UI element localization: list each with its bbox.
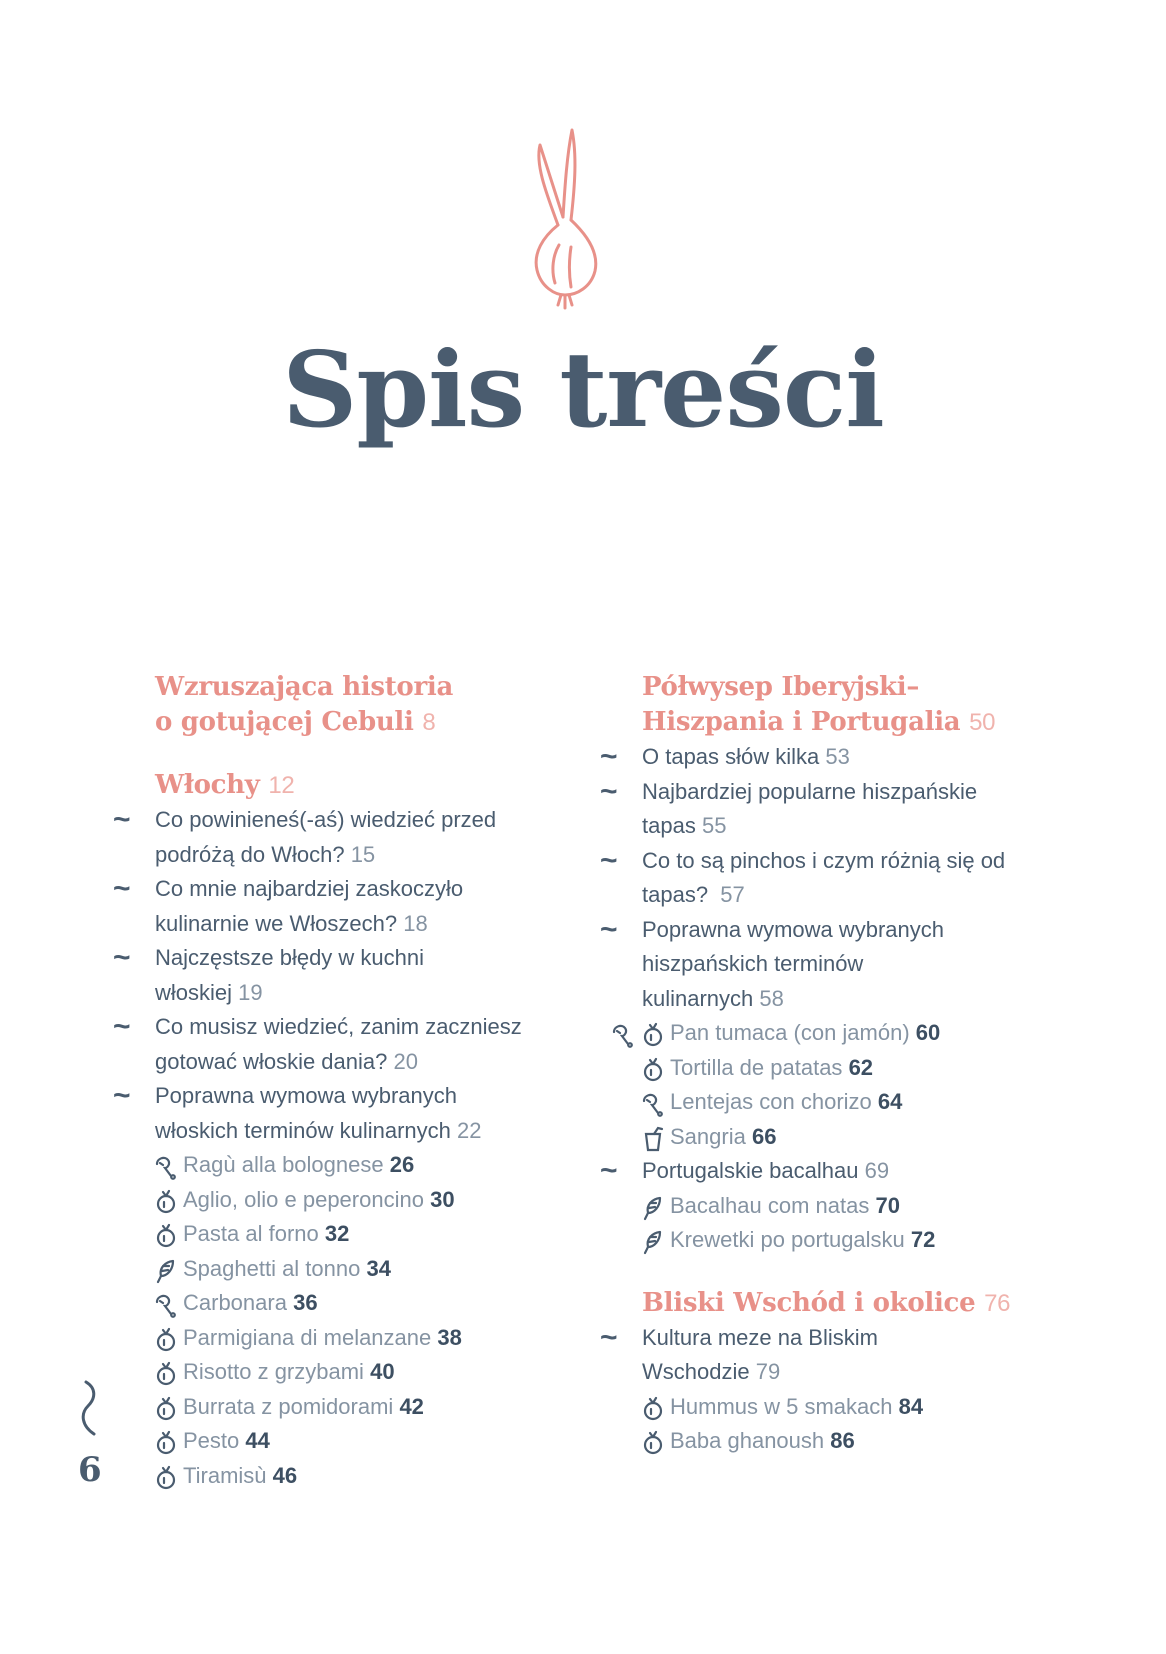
topic-line: Poprawna wymowa wybranych [642,916,945,942]
toc-topic[interactable] [600,740,1070,775]
recipe-page-number: 62 [848,1054,874,1080]
toc-topic[interactable] [600,775,1070,844]
recipe-name: Spaghetti al tonno [183,1255,361,1281]
toc-recipe[interactable] [113,1355,583,1390]
topic-line: tapas [642,813,696,838]
recipe-page-number: 36 [293,1290,318,1315]
tilde-bullet-icon: ~ [113,941,131,974]
toc-recipe[interactable] [113,1148,583,1183]
recipe-page-number: 26 [389,1152,415,1177]
toc-recipe[interactable] [113,1424,583,1459]
recipe-name: Pesto [183,1428,240,1453]
section-title: Bliski Wschód i okolice [642,1287,976,1318]
squiggle-ornament-icon [76,1378,104,1438]
vegetable-icon [640,1430,666,1456]
toc-topic[interactable] [600,844,1070,913]
section-title: Włochy [155,770,260,800]
vegetable-icon [153,1189,179,1215]
topic-line: O tapas słów kilka [642,744,820,769]
recipe-name: Krewetki po portugalsku [670,1227,905,1252]
topic-line: Kultura meze na Bliskim [642,1324,878,1350]
toc-recipe[interactable] [600,1189,1070,1224]
topic-line: tapas? [642,882,709,907]
recipe-page-number: 66 [751,1123,777,1149]
section-title-line: o gotującej Cebuli [155,707,414,737]
page-number: 6 [78,1450,102,1490]
topic-line: Co powinieneś(-aś) wiedzieć przed [155,807,497,832]
toc-topic[interactable] [600,913,1070,1017]
recipe-page-number: 40 [370,1359,395,1384]
toc-recipe[interactable] [600,1424,1070,1459]
vegetable-icon [153,1223,179,1249]
topic-line: włoskich terminów kulinarnych [155,1117,451,1143]
topic-line: kulinarnych [642,985,754,1011]
topic-page-number: 58 [759,985,784,1011]
topic-page-number: 57 [720,882,745,907]
vegetable-icon [153,1396,179,1422]
section-page-number: 76 [984,1289,1011,1317]
recipe-page-number: 60 [915,1020,941,1045]
toc-recipe[interactable] [600,1016,1070,1051]
topic-page-number: 15 [350,841,376,867]
topic-page-number: 20 [393,1048,418,1074]
topic-line: podróżą do Włoch? [155,841,345,867]
topic-line: Co musisz wiedzieć, zanim zaczniesz [155,1014,522,1039]
topic-line: Portugalskie bacalhau [642,1158,859,1183]
recipe-name: Burrata z pomidorami [183,1393,394,1419]
recipe-page-number: 34 [366,1255,391,1281]
recipe-page-number: 32 [324,1221,350,1246]
toc-topic[interactable] [113,872,583,941]
recipe-page-number: 42 [399,1393,424,1419]
meat-icon [153,1292,179,1318]
topic-page-number: 53 [825,744,850,769]
recipe-name: Hummus w 5 smakach [670,1393,893,1419]
topic-line: Najczęstsze błędy w kuchni [155,945,425,970]
recipe-name: Pan tumaca (con jamón) [670,1020,910,1045]
tilde-bullet-icon: ~ [600,774,618,808]
toc-section-italy[interactable] [155,768,583,803]
recipe-page-number: 72 [910,1227,936,1252]
topic-line: włoskiej [155,979,233,1005]
tilde-bullet-icon: ~ [113,1079,131,1112]
fish-icon [640,1195,666,1221]
topic-page-number: 22 [457,1117,482,1143]
toc-section-middle-east[interactable] [642,1286,1070,1321]
tilde-bullet-icon: ~ [113,803,131,836]
toc-recipe[interactable] [113,1390,583,1425]
toc-topic[interactable] [113,941,583,1010]
page-title: Spis treści [282,328,884,451]
topic-line: Najbardziej popularne hiszpańskie [642,778,978,804]
topic-line: hiszpańskich terminów [642,951,864,976]
toc-left-column [113,670,583,1493]
tilde-bullet-icon: ~ [600,843,618,877]
recipe-page-number: 64 [877,1089,903,1114]
toc-topic[interactable] [113,803,583,872]
toc-recipe[interactable] [113,1183,583,1218]
fish-icon [640,1229,666,1255]
recipe-page-number: 44 [245,1428,270,1453]
recipe-name: Pasta al forno [183,1221,319,1246]
vegetable-icon [640,1057,666,1083]
recipe-name: Bacalhau com natas [670,1192,870,1218]
vegetable-icon [153,1465,179,1491]
section-title-line: Hiszpania i Portugalia [642,707,961,737]
toc-recipe[interactable] [113,1321,583,1356]
vegetable-icon [640,1022,666,1048]
toc-topic[interactable] [113,1010,583,1079]
recipe-name: Aglio, olio e peperoncino [183,1186,424,1212]
recipe-page-number: 70 [875,1192,900,1218]
meat-icon [610,1022,636,1048]
meat-icon [640,1091,666,1117]
drink-icon [640,1126,666,1152]
toc-right-column [600,670,1070,1459]
toc-recipe[interactable] [113,1286,583,1321]
topic-page-number: 69 [864,1158,890,1183]
section-page-number: 50 [969,709,996,736]
vegetable-icon [640,1396,666,1422]
recipe-name: Lentejas con chorizo [670,1089,872,1114]
topic-page-number: 55 [701,813,727,838]
section-page-number: 8 [422,709,436,736]
recipe-name: Baba ghanoush [670,1428,825,1453]
topic-page-number: 79 [755,1359,781,1384]
toc-recipe[interactable] [600,1390,1070,1425]
tilde-bullet-icon: ~ [113,872,131,905]
toc-section-intro[interactable] [155,670,583,740]
recipe-page-number: 38 [437,1324,462,1350]
recipe-page-number: 46 [272,1462,298,1488]
vegetable-icon [153,1430,179,1456]
section-page-number: 12 [268,772,295,799]
recipe-name: Risotto z grzybami [183,1359,364,1384]
tilde-bullet-icon: ~ [600,912,618,946]
recipe-name: Parmigiana di melanzane [183,1324,432,1350]
recipe-name: Sangria [670,1123,746,1149]
section-title-line: Wzruszająca historia [155,672,453,702]
recipe-name: Carbonara [183,1290,287,1315]
recipe-name: Tortilla de patatas [670,1054,843,1080]
section-title-line: Półwysep Iberyjski– [642,672,920,702]
toc-recipe[interactable] [113,1217,583,1252]
recipe-name: Tiramisù [183,1462,267,1488]
topic-line: Poprawna wymowa wybranych [155,1083,458,1108]
recipe-page-number: 86 [830,1428,855,1453]
toc-recipe[interactable] [600,1051,1070,1086]
recipe-page-number: 30 [430,1186,455,1212]
recipe-name: Ragù alla bolognese [183,1152,384,1177]
toc-recipe[interactable] [600,1223,1070,1258]
toc-recipe[interactable] [113,1459,583,1494]
toc-topic[interactable] [600,1321,1070,1390]
meat-icon [153,1154,179,1180]
topic-line: Wschodzie [642,1359,750,1384]
toc-topic[interactable] [600,1154,1070,1189]
tilde-bullet-icon: ~ [600,1320,618,1354]
topic-page-number: 18 [403,910,428,936]
topic-line: Co to są pinchos i czym różnią się od [642,847,1006,873]
recipe-page-number: 84 [898,1393,924,1419]
topic-line: kulinarnie we Włoszech? [155,910,398,936]
tilde-bullet-icon: ~ [600,1154,618,1187]
topic-line: Co mnie najbardziej zaskoczyło [155,876,464,901]
tilde-bullet-icon: ~ [600,740,618,773]
toc-section-iberia[interactable] [642,670,1070,740]
vegetable-icon [153,1327,179,1353]
toc-recipe[interactable] [113,1252,583,1287]
fish-icon [153,1258,179,1284]
toc-recipe[interactable] [600,1085,1070,1120]
topic-page-number: 19 [238,979,263,1005]
topic-line: gotować włoskie dania? [155,1048,388,1074]
toc-topic[interactable] [113,1079,583,1148]
onion-illustration [525,125,635,315]
tilde-bullet-icon: ~ [113,1010,131,1043]
toc-recipe[interactable] [600,1120,1070,1155]
vegetable-icon [153,1361,179,1387]
